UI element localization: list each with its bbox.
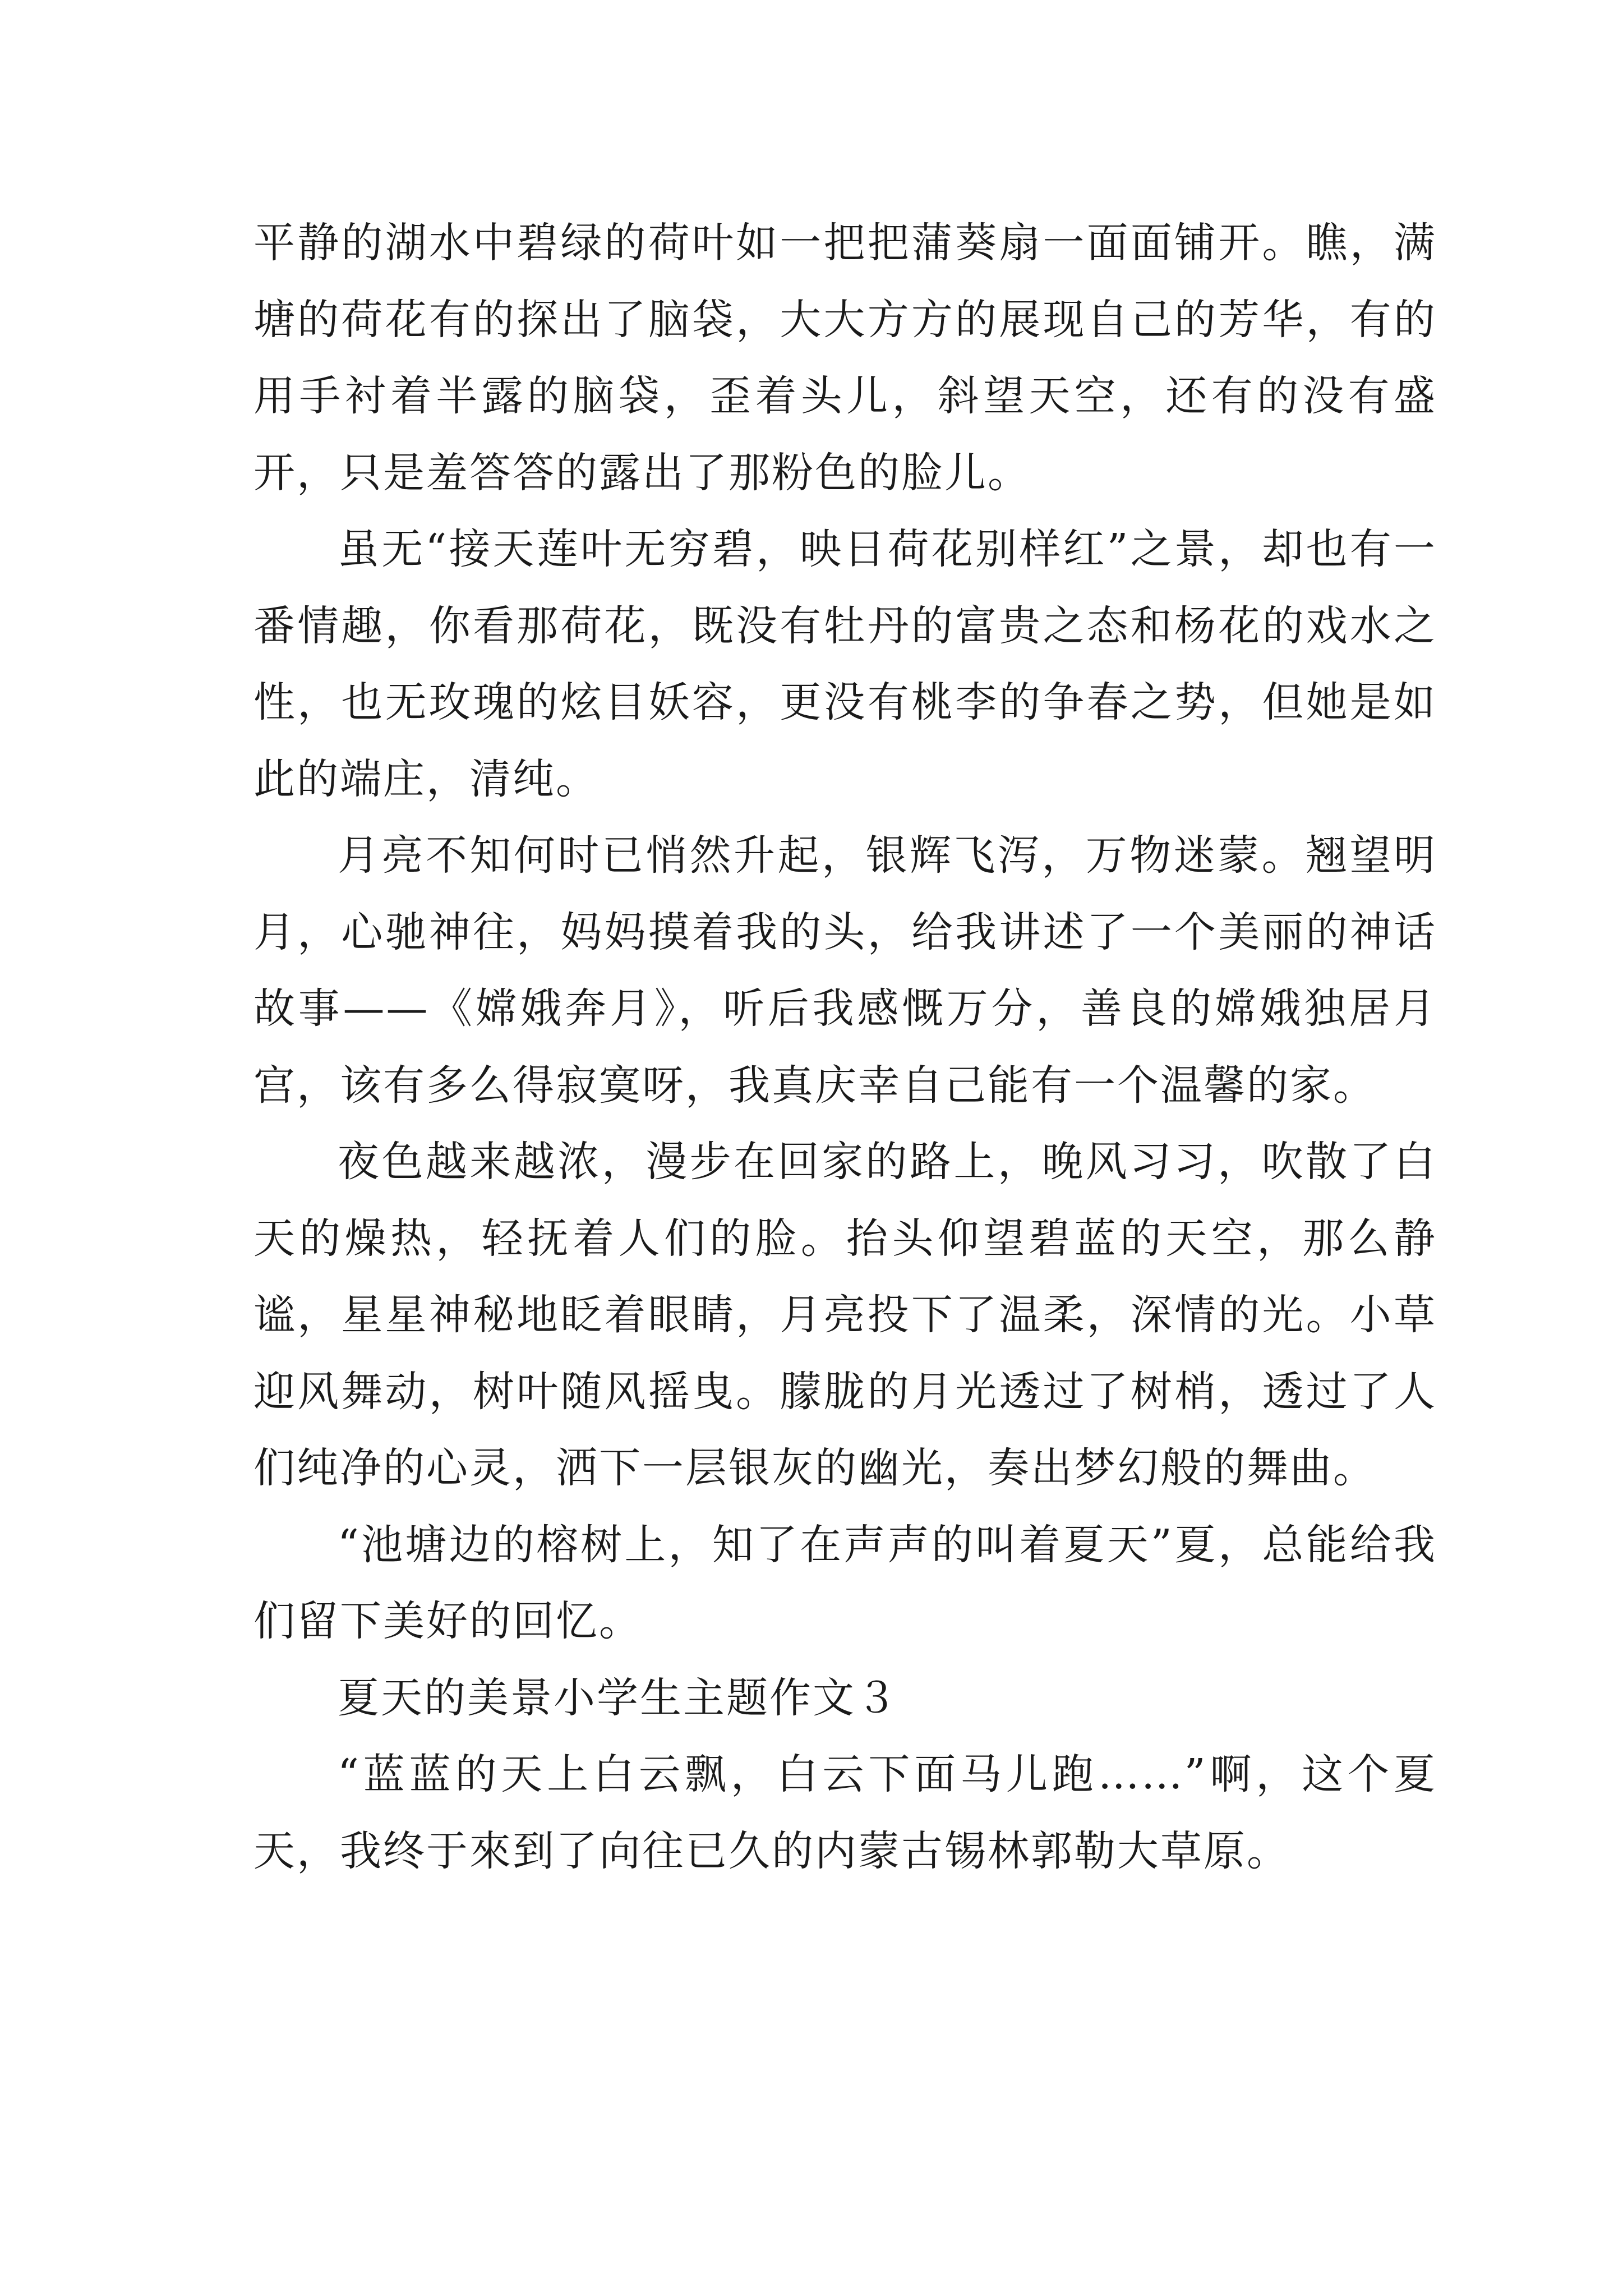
- document-body: [253, 205, 1437, 1889]
- paragraph-cicada-song: “池塘边的榕树上，知了在声声的叫着夏天”夏，总能给我们留下美好的回忆。: [253, 1520, 1437, 1645]
- paragraph-lotus-charm: 虽无“接天莲叶无穷碧，映日荷花别样红”之景，却也有一番情趣，你看那荷花，既没有牡丹的富贵之态和杨花的戏水之性，也无玫瑰的炫目妖容，更没有桃李的争春之势，但她是如此的端庄，清纯。: [253, 525, 1437, 803]
- essay-title: 夏天的美景小学生主题作文３: [338, 1673, 899, 1722]
- paragraph-grassland: “蓝蓝的天上白云飘，白云下面马儿跑……”啊，这个夏天，我终于來到了向往已久的内蒙古锡林郭勒大草原。: [253, 1750, 1437, 1875]
- paragraph-moon-story: 月亮不知何时已悄然升起，银辉飞泻，万物迷蒙。翘望明月，心驰神往，妈妈摸着我的头，给我讲述了一个美丽的神话故事——《嫦娥奔月》，听后我感慨万分，善良的嫦娥独居月宫，该有多么得寂寞呀，我真庆幸自己能有一个温馨的家。: [253, 831, 1437, 1110]
- paragraph-lotus-pond: 平静的湖水中碧绿的荷叶如一把把蒲葵扇一面面铺开。瞧，满塘的荷花有的探出了脑袋，大大方方的展现自己的芳华，有的用手衬着半露的脑袋，歪着头儿，斜望天空，还有的没有盛开，只是羞答答的露出了那粉色的脸儿。: [253, 219, 1437, 497]
- paragraph-night-walk: 夜色越来越浓，漫步在回家的路上，晚风习习，吹散了白天的燥热，轻抚着人们的脸。抬头仰望碧蓝的天空，那么静谧，星星神秘地眨着眼睛，月亮投下了温柔，深情的光。小草迎风舞动，树叶随风摇曳。朦胧的月光透过了树梢，透过了人们纯净的心灵，洒下一层银灰的幽光，奏出梦幻般的舞曲。: [253, 1138, 1437, 1492]
